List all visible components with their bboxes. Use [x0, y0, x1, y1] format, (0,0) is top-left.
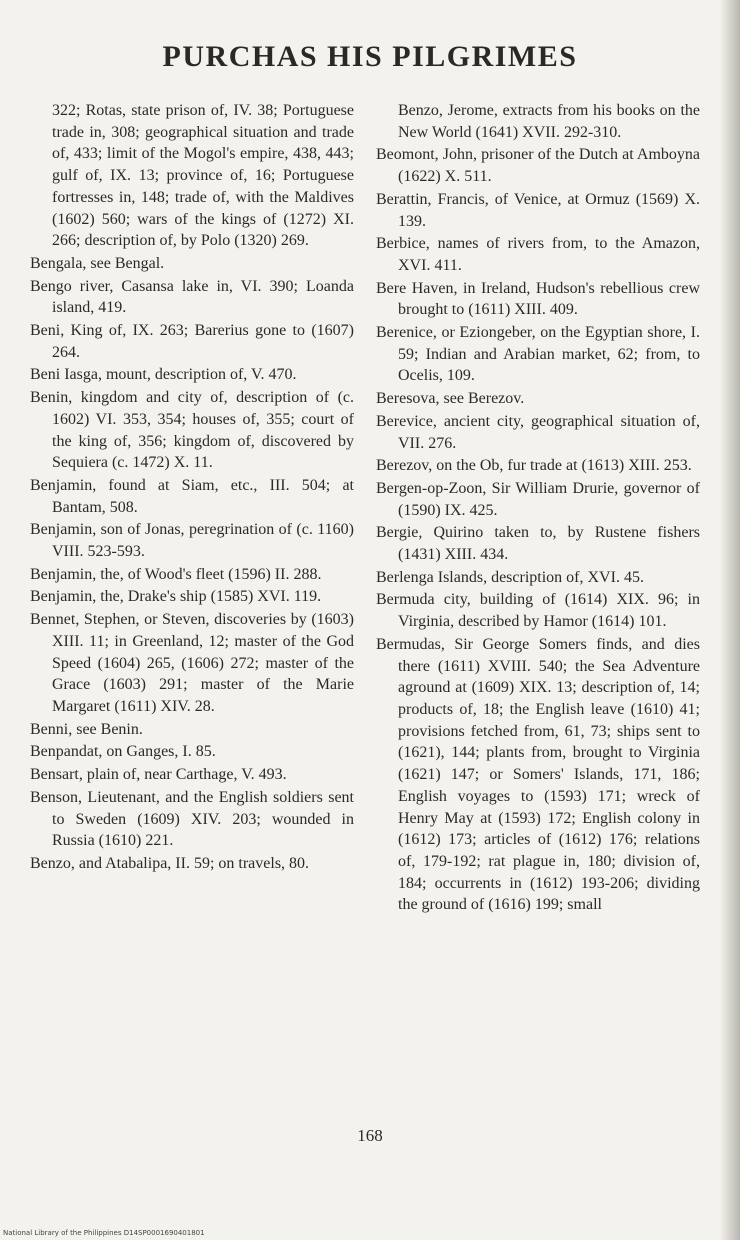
index-entry: Beni, King of, IX. 263; Barerius gone to (1607) 264.: [30, 322, 354, 361]
page-title: PURCHAS HIS PILGRIMES: [162, 40, 578, 73]
index-entry: Bergie, Quirino taken to, by Rustene fishers (1431) XIII. 434.: [376, 524, 700, 564]
index-entry: Berlenga Islands, description of, XVI. 45.: [376, 568, 644, 586]
index-entry: Bensart, plain of, near Carthage, V. 493.: [30, 766, 287, 784]
index-entry: 322; Rotas, state prison of, IV. 38; Portuguese trade in, 308; geographical situation and trade of, 433; limit of the Mogol's empire, 438, 443; gulf of, IX. 13; province of, 16; Portuguese fortresses in, 148; trade of, with the Maldives (1602) 560; wars of the kings of (1272) XI. 266; description of, by Polo (1320) 269.: [52, 102, 354, 250]
index-entry: Benjamin, found at Siam, etc., III. 504; at Bantam, 508.: [30, 476, 354, 516]
index-entry: Bennet, Stephen, or Steven, discoveries by (1603) XIII. 11; in Greenland, 12; master of the God Speed (1604) 265, (1606) 272; master of the Grace (1603) 291; master of the Marie Margaret (1611) XIV. 28.: [30, 611, 354, 715]
index-entry: Benjamin, son of Jonas, peregrination of (c. 1160) VIII. 523-593.: [30, 521, 354, 561]
index-entry: Bermudas, Sir George Somers finds, and dies there (1611) XVIII. 540; the Sea Adventure aground at (1609) XIX. 13; description of, 14; products of, 18; the English leave (1610) 41; provisions fetched from, 61, 73; ships sent to (1621), 144; plants from, brought to Virginia (1621) 147; or Somers' Islands, 171, 186; English voyages to (1593) 171; wreck of Henry May at (1593) 172; English colony in (1612) 173; articles of (1612) 176; relations of, 179-192; rat plague in, 180; division of, 184; occurrents in (1612) 193-206; dividing the ground of (1616) 199; small: [376, 635, 700, 914]
index-entry: Benjamin, the, Drake's ship (1585) XVI. 119.: [30, 588, 322, 606]
index-entry: Bengala, see Bengal.: [30, 254, 165, 272]
index-entry: Berezov, on the Ob, fur trade at (1613) XIII. 253.: [376, 457, 692, 475]
index-entry: Bergen-op-Zoon, Sir William Drurie, governor of (1590) IX. 425.: [376, 479, 700, 519]
index-entry: Bermuda city, building of (1614) XIX. 96; in Virginia, described by Hamor (1614) 101.: [376, 591, 700, 631]
index-entry: Beni Iasga, mount, description of, V. 470.: [30, 366, 297, 384]
index-entry: Beomont, John, prisoner of the Dutch at Amboyna (1622) X. 511.: [376, 146, 700, 186]
index-entry: Benni, see Benin.: [30, 720, 143, 738]
index-entry: Benson, Lieutenant, and the English soldiers sent to Sweden (1609) XIV. 203; wounded in Russia (1610) 221.: [30, 788, 354, 850]
index-entry: Beresova, see Berezov.: [376, 390, 525, 408]
index-entry: Benzo, and Atabalipa, II. 59; on travels, 80.: [30, 854, 310, 872]
index-entry: Bengo river, Casansa lake in, VI. 390; Loanda island, 419.: [30, 277, 354, 317]
index-entry: Benjamin, the, of Wood's fleet (1596) II. 288.: [30, 565, 322, 583]
scan-footer: National Library of the Philippines D14SP0001690401801: [3, 1229, 205, 1237]
index-entry: Benzo, Jerome, extracts from his books on the New World (1641) XVII. 292-310.: [398, 102, 700, 141]
index-entry: Benpandat, on Ganges, I. 85.: [30, 743, 216, 761]
index-entry: Bere Haven, in Ireland, Hudson's rebellious crew brought to (1611) XIII. 409.: [376, 279, 700, 319]
index-column-left: [30, 100, 354, 876]
index-entry: Berattin, Francis, of Venice, at Ormuz (1569) X. 139.: [376, 190, 700, 230]
index-column-right: [376, 100, 700, 917]
index-entry: Berbice, names of rivers from, to the Amazon, XVI. 411.: [376, 235, 700, 274]
index-entry: Benin, kingdom and city of, description of (c. 1602) VI. 353, 354; houses of, 355; court of the king of, 356; kingdom of, discovered by Sequiera (c. 1472) X. 11.: [30, 389, 354, 472]
page-edge: [720, 0, 740, 1240]
index-entry: Berevice, ancient city, geographical situation of, VII. 276.: [376, 412, 700, 452]
page-number: 168: [357, 1126, 383, 1145]
index-entry: Berenice, or Eziongeber, on the Egyptian shore, I. 59; Indian and Arabian market, 62; from, to Ocelis, 109.: [376, 324, 700, 385]
